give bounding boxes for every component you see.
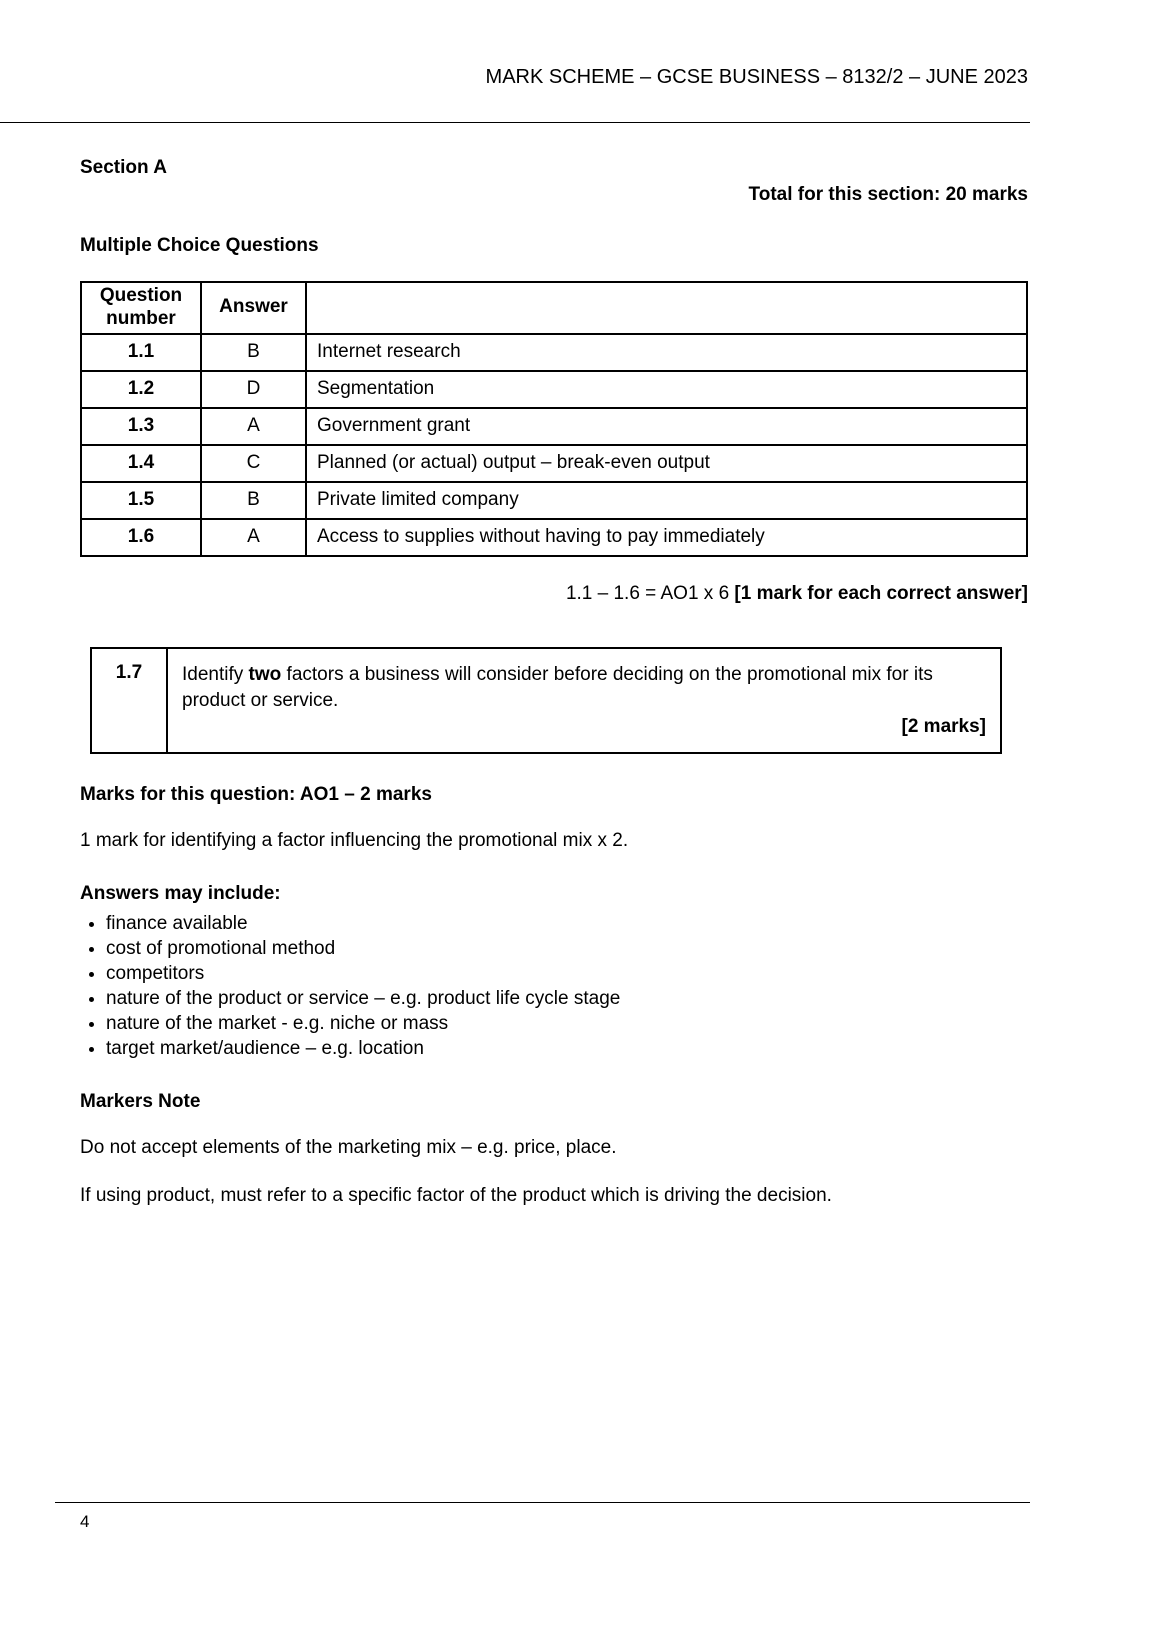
table-row <box>81 371 1027 408</box>
table-row <box>81 334 1027 371</box>
answer-letter: B <box>201 334 306 371</box>
answer-item: • nature of the market - e.g. niche or mass <box>106 1011 1028 1036</box>
mcq-answers-table <box>80 281 1028 557</box>
question-text-prefix: Identify <box>182 663 249 685</box>
markers-note-paragraph: Do not accept elements of the marketing mix – e.g. price, place. <box>80 1137 617 1159</box>
answer-text: Internet research <box>306 334 1027 371</box>
mcq-header-blank <box>306 282 1027 334</box>
marks-for-question-heading: Marks for this question: AO1 – 2 marks <box>80 783 432 805</box>
answer-text: Planned (or actual) output – break-even output <box>306 445 1027 482</box>
page-content <box>0 157 1158 1209</box>
question-1-7-box <box>90 647 1002 754</box>
question-1-7-text <box>182 662 986 714</box>
mcq-marks-note-text: 1.1 – 1.6 = AO1 x 6 <box>565 582 735 604</box>
question-1-7-row <box>91 648 1001 753</box>
mcq-header-answer: Answer <box>201 282 306 334</box>
question-text-suffix: factors a business will consider before deciding on the promotional mix for its product or service. <box>182 663 933 711</box>
mcq-marks-note-bold: [1 mark for each correct answer] <box>734 582 1028 604</box>
markers-note-paragraph: If using product, must refer to a specific factor of the product which is driving the decision. <box>80 1184 832 1206</box>
mcq-header-row <box>81 282 1027 334</box>
page-number: 4 <box>80 1512 90 1531</box>
question-number: 1.4 <box>81 445 201 482</box>
mcq-header-question-number: Question number <box>81 282 201 334</box>
question-number: 1.5 <box>81 482 201 519</box>
question-number: 1.1 <box>81 334 201 371</box>
section-total-marks: Total for this section: 20 marks <box>748 184 1028 205</box>
answer-text: Government grant <box>306 408 1027 445</box>
answer-text: Segmentation <box>306 371 1027 408</box>
answers-list <box>88 911 1028 1061</box>
answer-item: • nature of the product or service – e.g. product life cycle stage <box>106 986 1028 1011</box>
markers-note-heading: Markers Note <box>80 1091 201 1113</box>
answer-text: Private limited company <box>306 482 1027 519</box>
answer-letter: B <box>201 482 306 519</box>
question-number: 1.2 <box>81 371 201 408</box>
answers-may-include-heading: Answers may include: <box>80 883 281 905</box>
question-1-7-body <box>167 648 1001 753</box>
mcq-marks-note <box>80 583 1028 605</box>
answer-text: Access to supplies without having to pay immediately <box>306 519 1027 556</box>
table-row <box>81 482 1027 519</box>
answer-letter: A <box>201 519 306 556</box>
table-row <box>81 519 1027 556</box>
marking-criteria: 1 mark for identifying a factor influencing the promotional mix x 2. <box>80 829 629 851</box>
question-text-bold: two <box>248 663 282 685</box>
answer-item: • finance available <box>106 911 1028 936</box>
header-divider <box>0 122 1030 123</box>
answer-letter: A <box>201 408 306 445</box>
footer-divider <box>55 1502 1030 1503</box>
answer-item: • competitors <box>106 961 1028 986</box>
table-row <box>81 445 1027 482</box>
question-number: 1.3 <box>81 408 201 445</box>
answer-letter: D <box>201 371 306 408</box>
document-title: MARK SCHEME – GCSE BUSINESS – 8132/2 – JUNE 2023 <box>485 66 1028 88</box>
question-1-7-number: 1.7 <box>91 648 167 753</box>
answer-letter: C <box>201 445 306 482</box>
section-heading: Section A <box>80 157 167 178</box>
answer-item: • cost of promotional method <box>106 936 1028 961</box>
table-row <box>81 408 1027 445</box>
mcq-heading: Multiple Choice Questions <box>80 235 319 256</box>
question-1-7-marks: [2 marks] <box>901 715 986 737</box>
answer-item: • target market/audience – e.g. location <box>106 1036 1028 1061</box>
question-number: 1.6 <box>81 519 201 556</box>
